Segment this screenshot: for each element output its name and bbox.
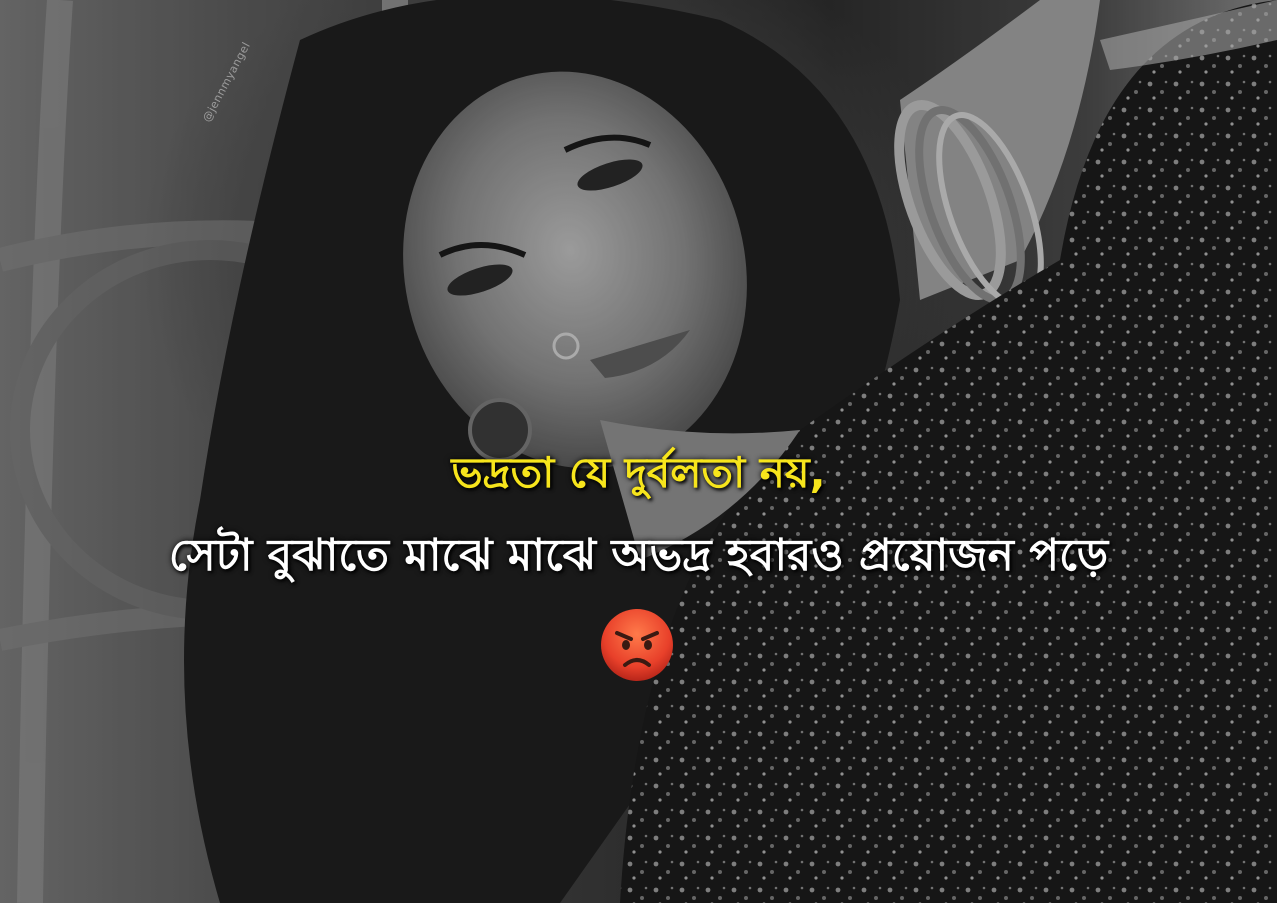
caption-line-2: সেটা বুঝাতে মাঝে মাঝে অভদ্র হবারও প্রয়োজন পড়ে	[168, 530, 1109, 581]
watermark: @jennmyangel	[200, 39, 254, 125]
angry-face-icon	[599, 607, 675, 683]
caption-line-1: ভদ্রতা যে দুর্বলতা নয়,	[451, 448, 826, 497]
